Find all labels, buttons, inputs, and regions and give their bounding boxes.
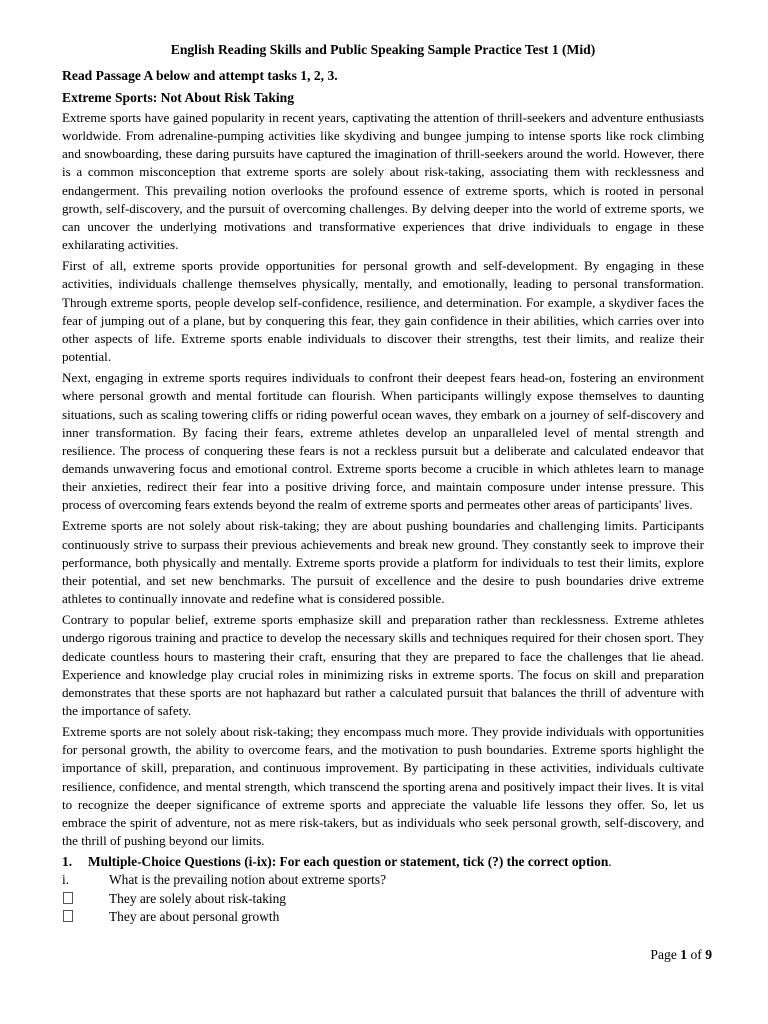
question-numeral: i.: [62, 872, 70, 888]
of-label: of: [690, 947, 702, 962]
passage-paragraph: Next, engaging in extreme sports requires individuals to confront their deepest fears head-on, fostering an environment where personal growth and mental fortitude can flourish. When participants willingly expose themselves to daunting situations, such as scaling towering cliffs or riding powerful ocean waves, they embark on a journey of self-discovery and inner transformation. By facing their fears, extreme athletes develop an unparalleled level of mental strength and resilience. The process of conquering these fears is not a reckless pursuit but a deliberate and calculated endeavor that demands unwavering focus and emotional control. Extreme sports become a crucible in which athletes learn to manage their anxieties, redirect their fear into a positive driving force, and maintain composure under intense pressure. This process of overcoming fears extends beyond the realm of extreme sports and permeates other areas of participants' lives.: [62, 370, 704, 513]
passage-instruction: Read Passage A below and attempt tasks 1, 2, 3.: [62, 68, 338, 83]
checkbox-icon[interactable]: [63, 892, 73, 904]
option-label: They are about personal growth: [109, 909, 280, 925]
task-instruction-period: .: [608, 854, 612, 870]
document-title: English Reading Skills and Public Speaking Sample Practice Test 1 (Mid): [170, 42, 596, 57]
task-instruction: [88, 853, 612, 871]
question-row: [62, 871, 704, 890]
passage-paragraph: Contrary to popular belief, extreme sports emphasize skill and preparation rather than recklessness. Extreme athletes undergo rigorous training and practice to develop the necessary skills and techniques required for their chosen sport. They dedicate countless hours to mastering their craft, ensuring that they are prepared to face the challenges that lie ahead. Experience and knowledge play crucial roles in minimizing risks in extreme sports. The focus on skill and preparation demonstrates that these sports are not haphazard but rather a calculated pursuit that balances the thrill of adventure with the importance of safety.: [62, 612, 704, 718]
option-label: They are solely about risk-taking: [109, 890, 287, 906]
option-checkbox[interactable]: [62, 890, 109, 909]
passage-paragraph: Extreme sports are not solely about risk-taking; they are about pushing boundaries and challenging limits. Participants continuously strive to surpass their previous achievements and break new ground. They constantly seek to improve their performance, both physically and mentally. Extreme sports provide a platform for individuals to test their limits, explore their potential, and set new benchmarks. The pursuit of excellence and the desire to push boundaries drive extreme athletes to continually innovate and redefine what is considered possible.: [62, 518, 704, 607]
option-row[interactable]: [62, 908, 704, 927]
document-page: [62, 41, 704, 927]
option-checkbox[interactable]: [62, 908, 109, 927]
passage-paragraph: Extreme sports have gained popularity in recent years, captivating the attention of thrill-seekers and adventure enthusiasts worldwide. From adrenaline-pumping activities like skydiving and bungee jumping to intense sports like rock climbing and snowboarding, these daring pursuits have captured the imagination of thrill-seekers around the world. However, there is a common misconception that extreme sports are solely about risk-taking, associating them with recklessness and endangerment. This prevailing notion overlooks the profound essence of extreme sports, which is rooted in personal growth, self-discovery, and the pursuit of overcoming challenges. By delving deeper into the world of extreme sports, we can uncover the underlying motivations and transformative experiences that drive individuals to engage in these exhilarating activities.: [62, 110, 704, 253]
passage-paragraph: Extreme sports are not solely about risk-taking; they encompass much more. They provide individuals with opportunities for personal growth, the ability to overcome fears, and the motivation to push boundaries. Extreme sports highlight the importance of skill, preparation, and continuous improvement. By participating in these activities, individuals cultivate resilience, confidence, and mental strength, which transcend the sporting arena and positively impact their lives. It is vital to recognize the deeper significance of extreme sports and appreciate the valuable life lessons they offer. So, let us embrace the spirit of adventure, not as mere risk-takers, but as individuals who seek personal growth, self-discovery, and the thrill of pushing beyond our limits.: [62, 724, 704, 849]
task-instruction-text: Multiple-Choice Questions (i-ix): For each question or statement, tick (?) the correct option: [88, 854, 609, 870]
page-label: Page: [650, 947, 677, 962]
task-heading: [62, 853, 704, 871]
checkbox-icon[interactable]: [63, 910, 73, 922]
current-page: 1: [680, 947, 688, 962]
option-row[interactable]: [62, 890, 704, 909]
question-text: What is the prevailing notion about extreme sports?: [109, 872, 387, 888]
task-number: 1.: [62, 854, 73, 870]
total-pages: 9: [705, 947, 712, 962]
page-number: [650, 946, 712, 964]
passage-title: Extreme Sports: Not About Risk Taking: [62, 90, 295, 105]
passage-paragraph: First of all, extreme sports provide opportunities for personal growth and self-development. By engaging in these activities, individuals challenge themselves physically, mentally, and emotionally, leading to personal transformation. Through extreme sports, people develop self-confidence, resilience, and determination. For example, a skydiver faces the fear of jumping out of a plane, but by conquering this fear, they gain confidence in their abilities, which carries over into other aspects of life. Extreme sports enable individuals to discover their strengths, test their limits, and realize their potential.: [62, 258, 704, 365]
